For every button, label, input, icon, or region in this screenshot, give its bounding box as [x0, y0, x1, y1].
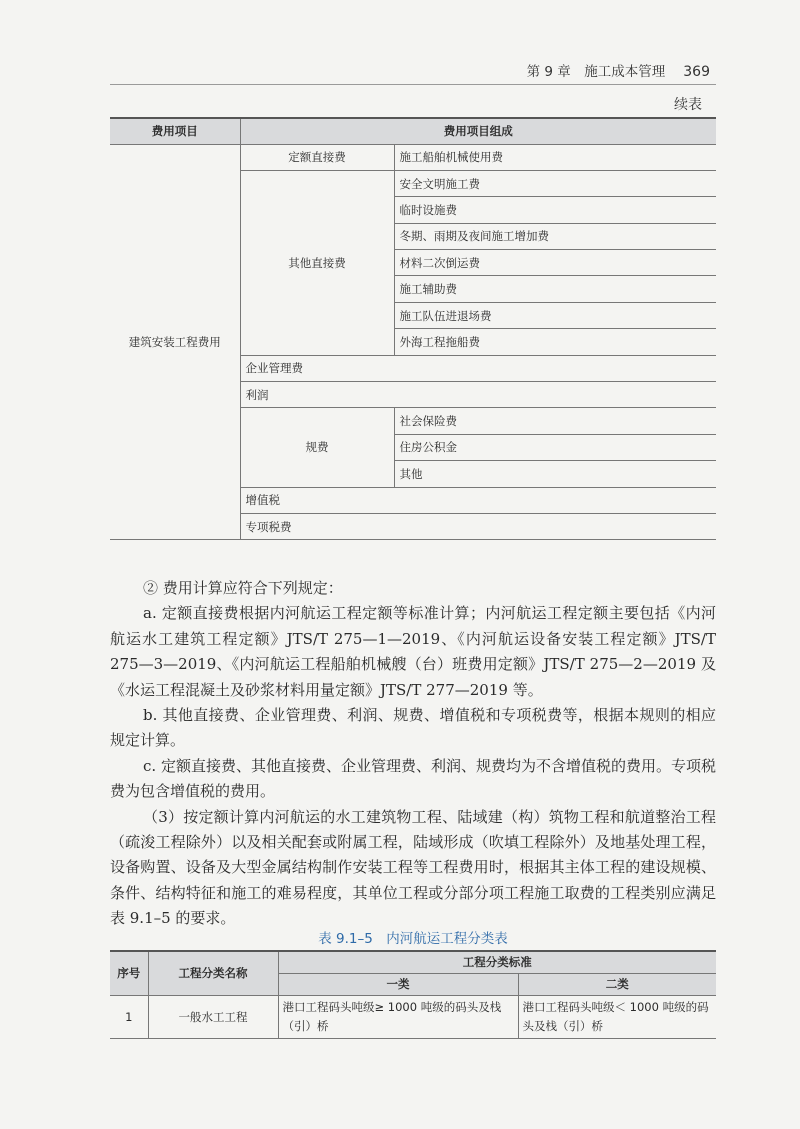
table-cell: 临时设施费 — [394, 197, 716, 223]
category-cell: 建筑安装工程费用 — [110, 144, 240, 540]
paragraph: （3）按定额计算内河航运的水工建筑物工程、陆域建（构）筑物工程和航道整治工程（疏浚工程除外）以及相关配套或附属工程，陆域形成（吹填工程除外）及地基处理工程，设备购置、设备及大型金属结构制作安装工程等工程费用时，根据其主体工程的建设规模、条件、结构特征和施工的难易程度，其单位工程或分部分项工程施工取费的工程类别应满足表 9.1–5 的要求。 — [110, 807, 716, 928]
classification-table — [110, 950, 716, 1039]
table-row — [110, 995, 716, 1038]
table-cell: 住房公积金 — [394, 434, 716, 460]
header-class-2: 二类 — [518, 973, 716, 995]
table-header-row — [110, 951, 716, 973]
table-cell: 施工辅助费 — [394, 276, 716, 302]
body-text — [110, 576, 716, 932]
quota-direct-cost: 定额直接费 — [240, 144, 394, 170]
table-row — [110, 144, 716, 170]
header-standard: 工程分类标准 — [278, 951, 716, 973]
table-cell: 材料二次倒运费 — [394, 250, 716, 276]
table-cell: 外海工程拖船费 — [394, 329, 716, 355]
running-header — [527, 60, 710, 80]
table-cell: 施工队伍进退场费 — [394, 302, 716, 328]
special-tax: 专项税费 — [240, 513, 716, 539]
row-seq: 1 — [110, 995, 148, 1038]
header-name: 工程分类名称 — [148, 951, 278, 995]
row-name: 一般水工工程 — [148, 995, 278, 1038]
row-class-2: 港口工程码头吨级＜ 1000 吨级的码头及栈（引）桥 — [518, 995, 716, 1038]
table-cell: 安全文明施工费 — [394, 170, 716, 196]
table-caption: 表 9.1–5 内河航运工程分类表 — [318, 931, 508, 947]
table-cell: 冬期、雨期及夜间施工增加费 — [394, 223, 716, 249]
table-cell: 社会保险费 — [394, 408, 716, 434]
other-direct-cost: 其他直接费 — [240, 170, 394, 355]
table-cell: 其他 — [394, 461, 716, 487]
page-number: 369 — [683, 64, 710, 80]
paragraph: b. 其他直接费、企业管理费、利润、规费、增值税和专项税费等，根据本规则的相应规定计算。 — [110, 706, 716, 750]
header-class-1: 一类 — [278, 973, 518, 995]
header-seq: 序号 — [110, 951, 148, 995]
table-header-row — [110, 118, 716, 144]
value-added-tax: 增值税 — [240, 487, 716, 513]
continued-label: 续表 — [674, 97, 702, 113]
enterprise-management-fee: 企业管理费 — [240, 355, 716, 381]
table-cell: 施工船舶机械使用费 — [394, 144, 716, 170]
header-cost-item: 费用项目 — [110, 118, 240, 144]
paragraph: ② 费用计算应符合下列规定： — [143, 579, 343, 597]
statutory-fees: 规费 — [240, 408, 394, 487]
header-cost-composition: 费用项目组成 — [240, 118, 716, 144]
paragraph: c. 定额直接费、其他直接费、企业管理费、利润、规费均为不含增值税的费用。专项税费为包含增值税的费用。 — [110, 756, 716, 801]
paragraph: a. 定额直接费根据内河航运工程定额等标准计算；内河航运工程定额主要包括《内河航运水工建筑工程定额》JTS/T 275—1—2019、《内河航运设备安装工程定额》JTS/T 275—3—2019、《内河航运工程船舶机械艘（台）班费用定额》JTS/T 275—2—2019 及《水运工程混凝土及砂浆材料用量定额》JTS/T 277—2019 等。 — [110, 604, 716, 699]
profit: 利润 — [240, 382, 716, 408]
cost-composition-table — [110, 117, 716, 540]
row-class-1: 港口工程码头吨级≥ 1000 吨级的码头及栈（引）桥 — [278, 995, 518, 1038]
header-rule — [110, 84, 716, 85]
chapter-label: 第 9 章 施工成本管理 — [526, 64, 666, 80]
